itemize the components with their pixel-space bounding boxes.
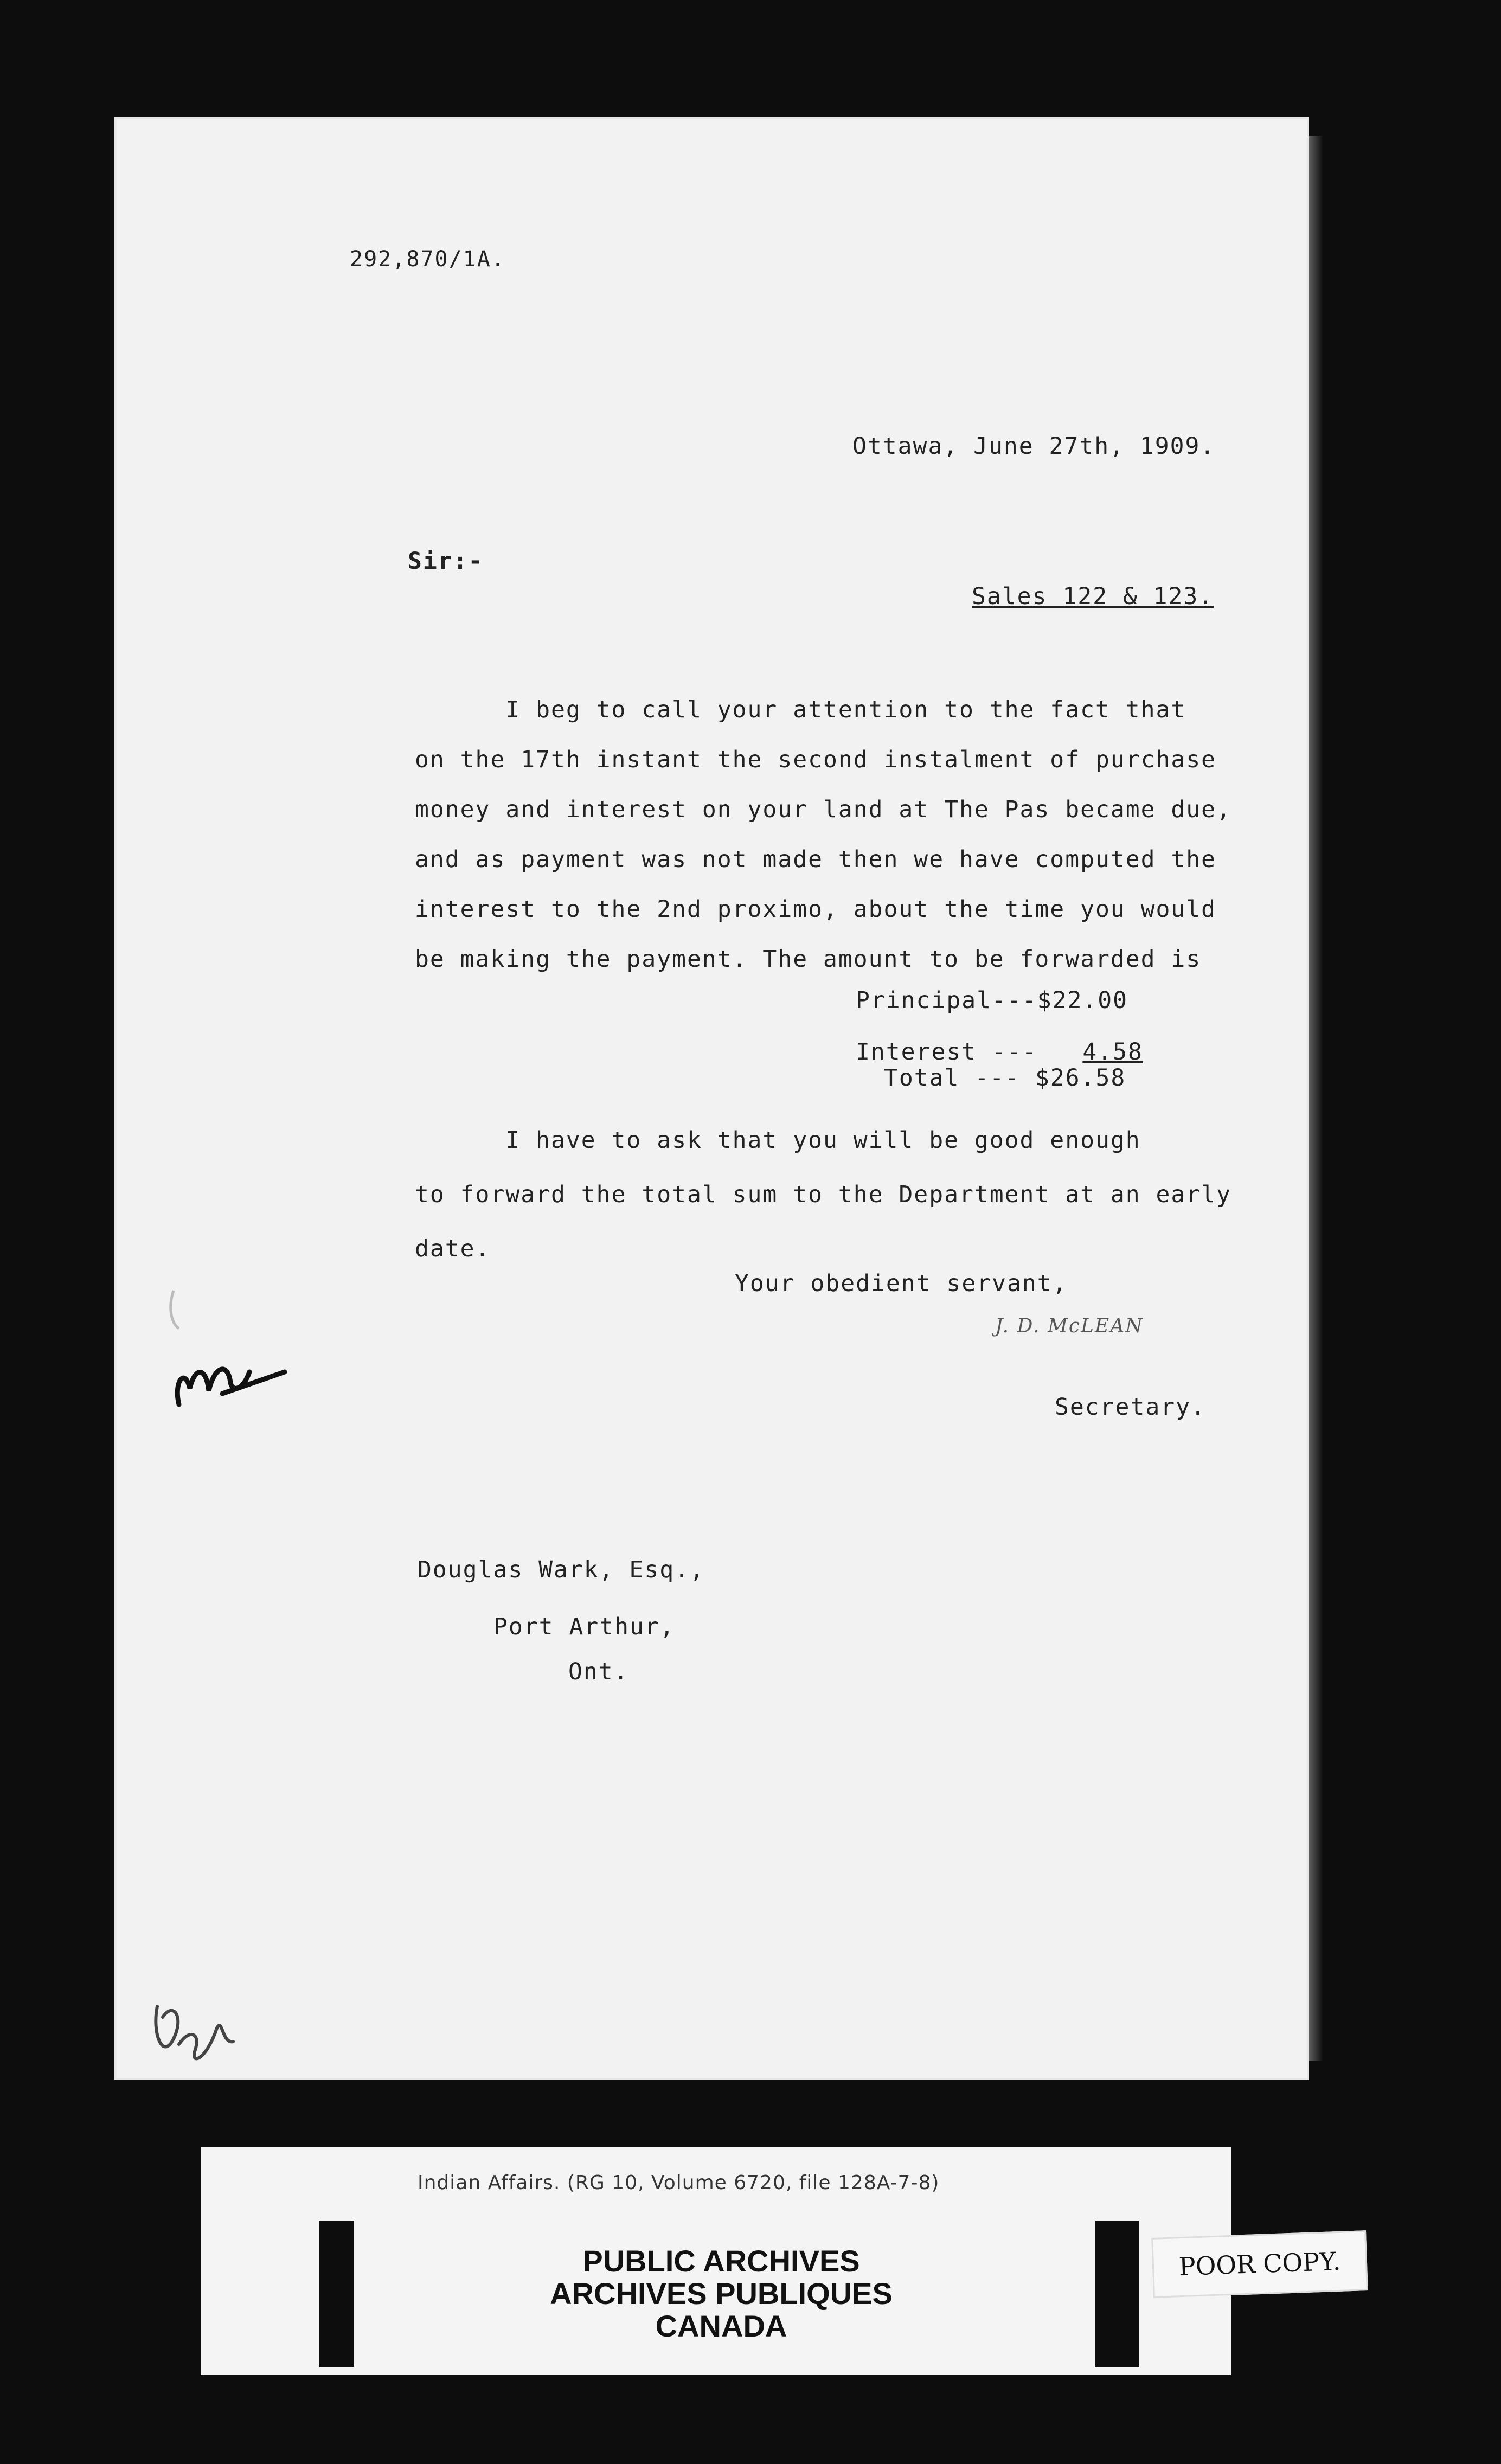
- dateline: Ottawa, June 27th, 1909.: [852, 433, 1216, 460]
- recipient-name: Douglas Wark, Esq.,: [418, 1556, 705, 1583]
- body-line: interest to the 2nd proximo, about the time you would: [415, 896, 1217, 923]
- archives-title-line: ARCHIVES PUBLIQUES: [550, 2276, 893, 2311]
- file-reference: 292,870/1A.: [350, 247, 505, 272]
- salutation: Sir:-: [408, 548, 484, 575]
- archives-title: [531, 2245, 911, 2343]
- sales-reference: Sales 122 & 123.: [972, 583, 1214, 610]
- handwritten-annotation-mark: [141, 1985, 266, 2071]
- archives-title-line: CANADA: [655, 2309, 787, 2343]
- body-line: and as payment was not made then we have computed the: [415, 846, 1217, 873]
- handwritten-initials-mark: [157, 1258, 298, 1442]
- label-notch-left: [319, 2221, 354, 2367]
- principal-row: [856, 987, 1128, 1014]
- body-line: I beg to call your attention to the fact that: [415, 696, 1186, 723]
- archives-title-line: PUBLIC ARCHIVES: [582, 2244, 860, 2278]
- body-line: to forward the total sum to the Department at an early: [415, 1181, 1231, 1208]
- signer-title: Secretary.: [1055, 1394, 1206, 1421]
- total-label: Total ---: [884, 1064, 1020, 1092]
- label-notch-right: [1095, 2221, 1139, 2367]
- principal-label: Principal---: [856, 987, 1037, 1014]
- closing: Your obedient servant,: [735, 1270, 1068, 1297]
- body-line: I have to ask that you will be good enough: [415, 1127, 1141, 1154]
- body-line: date.: [415, 1235, 491, 1262]
- archive-reference: Indian Affairs. (RG 10, Volume 6720, file 128A-7-8): [418, 2172, 940, 2194]
- body-paragraph-1: [415, 685, 1231, 984]
- body-paragraph-2: [415, 1113, 1231, 1276]
- total-row: [884, 1064, 1126, 1092]
- total-value: $26.58: [1035, 1064, 1126, 1092]
- recipient-province: Ont.: [568, 1658, 629, 1685]
- body-line: be making the payment. The amount to be forwarded is: [415, 946, 1202, 973]
- interest-label: Interest ---: [856, 1038, 1037, 1066]
- interest-value: 4.58: [1082, 1038, 1143, 1066]
- body-line: on the 17th instant the second instalment of purchase: [415, 746, 1217, 773]
- letter-page: [117, 119, 1307, 2078]
- recipient-city: Port Arthur,: [493, 1613, 675, 1640]
- archive-label: [201, 2147, 1231, 2375]
- principal-value: $22.00: [1037, 987, 1128, 1014]
- interest-row: [856, 1038, 1143, 1066]
- signature-stamp: J. D. McLEAN: [995, 1315, 1144, 1337]
- poor-copy-note: POOR COPY.: [1151, 2230, 1368, 2298]
- body-line: money and interest on your land at The Pas became due,: [415, 796, 1231, 823]
